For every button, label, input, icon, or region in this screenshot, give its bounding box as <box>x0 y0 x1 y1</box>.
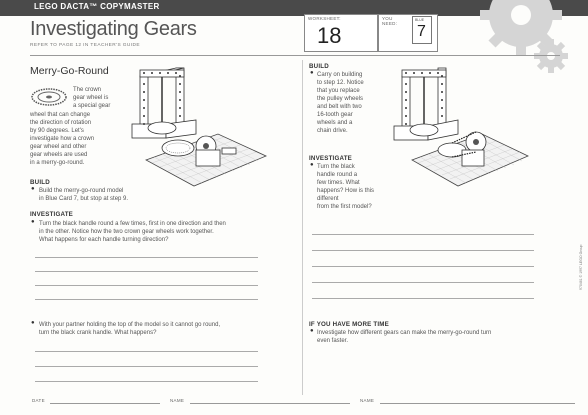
footer <box>30 398 575 408</box>
right-investigate-text-1: Turn the black <box>317 164 355 170</box>
date-field[interactable] <box>50 403 160 404</box>
brand-label: LEGO DACTA™ COPYMASTER <box>34 2 160 11</box>
small-gear-icon <box>533 38 569 74</box>
investigate-heading-right: INVESTIGATE <box>309 155 352 162</box>
crown-gear-icon <box>30 87 68 107</box>
answer-line[interactable] <box>312 250 534 251</box>
more-time-text-1: Investigate how different gears can make the merry-go-round turn <box>317 330 492 336</box>
worksheet-label: WORKSHEET: <box>308 16 341 21</box>
intro-text-2: gear wheel is <box>73 95 109 101</box>
build-text-2: in Blue Card 7, but stop at step 9. <box>39 196 129 202</box>
bullet-icon: ● <box>310 70 314 76</box>
copyright-note: 970461 © 1997 LEGO Group <box>579 244 583 290</box>
answer-line[interactable] <box>35 381 258 382</box>
section-title: Merry-Go-Round <box>30 65 109 77</box>
worksheet-box <box>304 14 378 52</box>
bullet-icon: ● <box>31 219 35 225</box>
more-time-text-2: even faster. <box>317 338 349 344</box>
right-build-text-1: Carry on building <box>317 72 363 78</box>
name-label-1: NAME <box>170 398 185 403</box>
right-build-text-6: 16-tooth gear <box>317 112 353 118</box>
right-investigate-text-3: few times. What <box>317 180 360 186</box>
bullet-icon: ● <box>310 162 314 168</box>
intro-text-6: by 90 degrees. Let's <box>30 128 84 134</box>
answer-line[interactable] <box>35 271 258 272</box>
bullet-icon: ● <box>310 328 314 334</box>
answer-line[interactable] <box>35 257 258 258</box>
right-investigate-text-2: handle round a <box>317 172 358 178</box>
date-label: DATE <box>32 398 45 403</box>
you-need-box <box>378 14 438 52</box>
build-heading-left: BUILD <box>30 179 50 186</box>
right-build-text-2: to step 12. Notice <box>317 80 364 86</box>
blue-card-label: BLUE <box>415 18 425 22</box>
page-subtitle: REFER TO PAGE 12 IN TEACHER'S GUIDE <box>30 43 140 48</box>
answer-line[interactable] <box>35 299 258 300</box>
more-time-heading: IF YOU HAVE MORE TIME <box>309 321 389 328</box>
right-build-text-7: wheels and a <box>317 120 353 126</box>
answer-line[interactable] <box>35 285 258 286</box>
intro-text-3: a special gear <box>73 103 111 109</box>
partner-text-1: With your partner holding the top of the model so it cannot go round, <box>39 322 221 328</box>
right-build-text-5: and belt with two <box>317 104 362 110</box>
title-block <box>30 18 197 48</box>
name-label-2: NAME <box>360 398 375 403</box>
name-field-2[interactable] <box>380 403 575 404</box>
answer-line[interactable] <box>312 266 534 267</box>
answer-line[interactable] <box>312 234 534 235</box>
build-text-1: Build the merry-go-round model <box>39 188 124 194</box>
investigate-text-2: in the other. Notice how the two crown gear wheels work together. <box>39 229 214 235</box>
intro-text-7: investigate how a crown <box>30 136 95 142</box>
you-need-label: YOU NEED: <box>382 16 398 26</box>
partner-text-2: turn the black crank handle. What happens? <box>39 330 157 336</box>
column-divider <box>302 60 303 395</box>
chain-drive-illustration <box>390 62 530 192</box>
right-investigate-text-6: from the first model? <box>317 204 372 210</box>
right-build-text-4: the pulley wheels <box>317 96 364 102</box>
intro-text-1: The crown <box>73 87 102 93</box>
right-investigate-text-4: happens? How is this <box>317 188 375 194</box>
intro-text-8: gear wheel and other <box>30 144 87 150</box>
page-title: Investigating Gears <box>30 18 197 40</box>
blue-card <box>412 16 432 44</box>
investigate-text-3: What happens for each handle turning direction? <box>39 237 169 243</box>
merry-go-round-illustration <box>126 64 268 192</box>
title-rule <box>30 55 560 56</box>
investigate-heading-left: INVESTIGATE <box>30 211 73 218</box>
intro-text-5: the direction of rotation <box>30 120 92 126</box>
intro-text-4: wheel that can change <box>30 112 91 118</box>
right-build-text-3: that you replace <box>317 88 360 94</box>
build-heading-right: BUILD <box>309 63 329 70</box>
intro-text-10: in a merry-go-round. <box>30 160 85 166</box>
intro-text-9: gear wheels are used <box>30 152 88 158</box>
right-build-text-8: chain drive. <box>317 128 348 134</box>
worksheet-number: 18 <box>317 23 342 48</box>
blue-card-number: 7 <box>417 23 426 40</box>
answer-line[interactable] <box>35 351 258 352</box>
answer-line[interactable] <box>312 282 534 283</box>
bullet-icon: ● <box>31 320 35 326</box>
name-field-1[interactable] <box>190 403 350 404</box>
answer-line[interactable] <box>35 366 258 367</box>
right-investigate-text-5: different <box>317 196 339 202</box>
investigate-text-1: Turn the black handle round a few times, first in one direction and then <box>39 221 226 227</box>
bullet-icon: ● <box>31 186 35 192</box>
answer-line[interactable] <box>312 298 534 299</box>
